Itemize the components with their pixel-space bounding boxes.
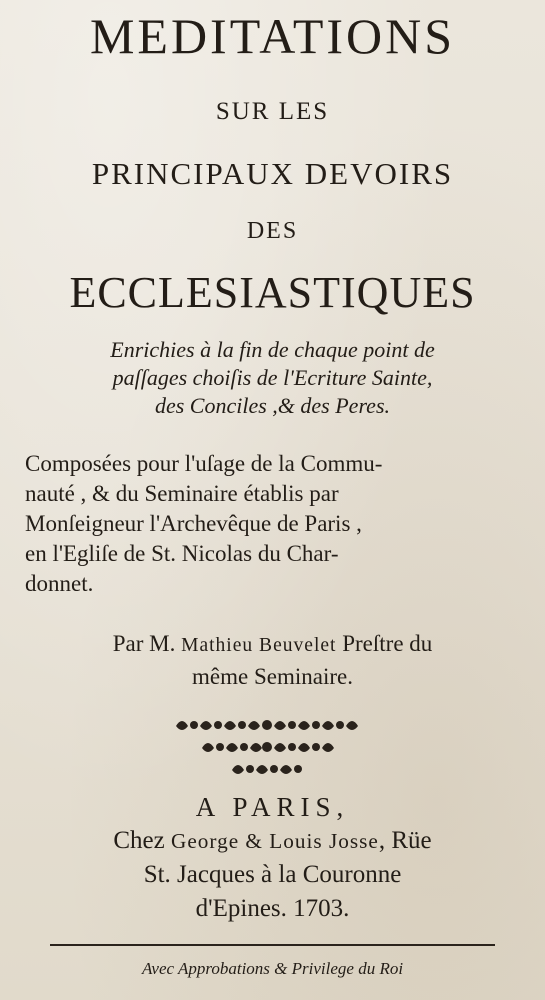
book-title: MEDITATIONS — [89, 8, 456, 64]
description-line-4: en l'Egliſe de St. Nicolas du Char- — [25, 541, 339, 566]
divider-rule — [50, 944, 495, 946]
description-line-5: donnet. — [25, 571, 94, 596]
imprint-place: A PARIS, — [195, 792, 350, 822]
description-line-1: Composées pour l'uſage de la Commu- — [25, 451, 383, 476]
publisher-prefix: Chez — [113, 827, 165, 854]
description — [0, 449, 545, 599]
title-ecclesiastiques: ECCLESIASTIQUES — [69, 268, 476, 317]
subtitle-line-2: paſſages choiſis de l'Ecriture Sainte, — [112, 365, 433, 390]
author-line-1 — [0, 628, 545, 661]
publisher-name: George & Louis Josse — [170, 829, 379, 853]
subtitle — [0, 336, 545, 420]
approbation-line: Avec Approbations & Privilege du Roi — [141, 959, 404, 978]
title-principaux-devoirs: PRINCIPAUX DEVOIRS — [91, 156, 454, 191]
author-credit — [0, 628, 545, 692]
publisher-suffix: , Rüe — [378, 827, 432, 854]
subtitle-line-1: Enrichies à la fin de chaque point de — [110, 337, 435, 362]
imprint-address-1: St. Jacques à la Couronne — [143, 861, 402, 888]
description-line-2: nauté , & du Seminaire établis par — [25, 481, 339, 506]
subtitle-line-3: des Conciles ,& des Peres. — [154, 393, 391, 418]
imprint-publisher — [0, 824, 545, 858]
imprint — [0, 790, 545, 926]
description-line-3: Monſeigneur l'Archevêque de Paris , — [25, 511, 362, 536]
author-name: Mathieu Beuvelet — [181, 635, 337, 656]
author-prefix: Par M. — [112, 631, 176, 656]
title-connector-des: DES — [246, 218, 299, 244]
author-suffix: Preſtre du — [342, 631, 433, 656]
author-line-2: même Seminaire. — [192, 664, 353, 689]
imprint-address-2: d'Epines. 1703. — [195, 895, 350, 922]
title-connector-sur-les: SUR LES — [215, 98, 330, 125]
fleuron-ornament-icon — [172, 714, 362, 784]
